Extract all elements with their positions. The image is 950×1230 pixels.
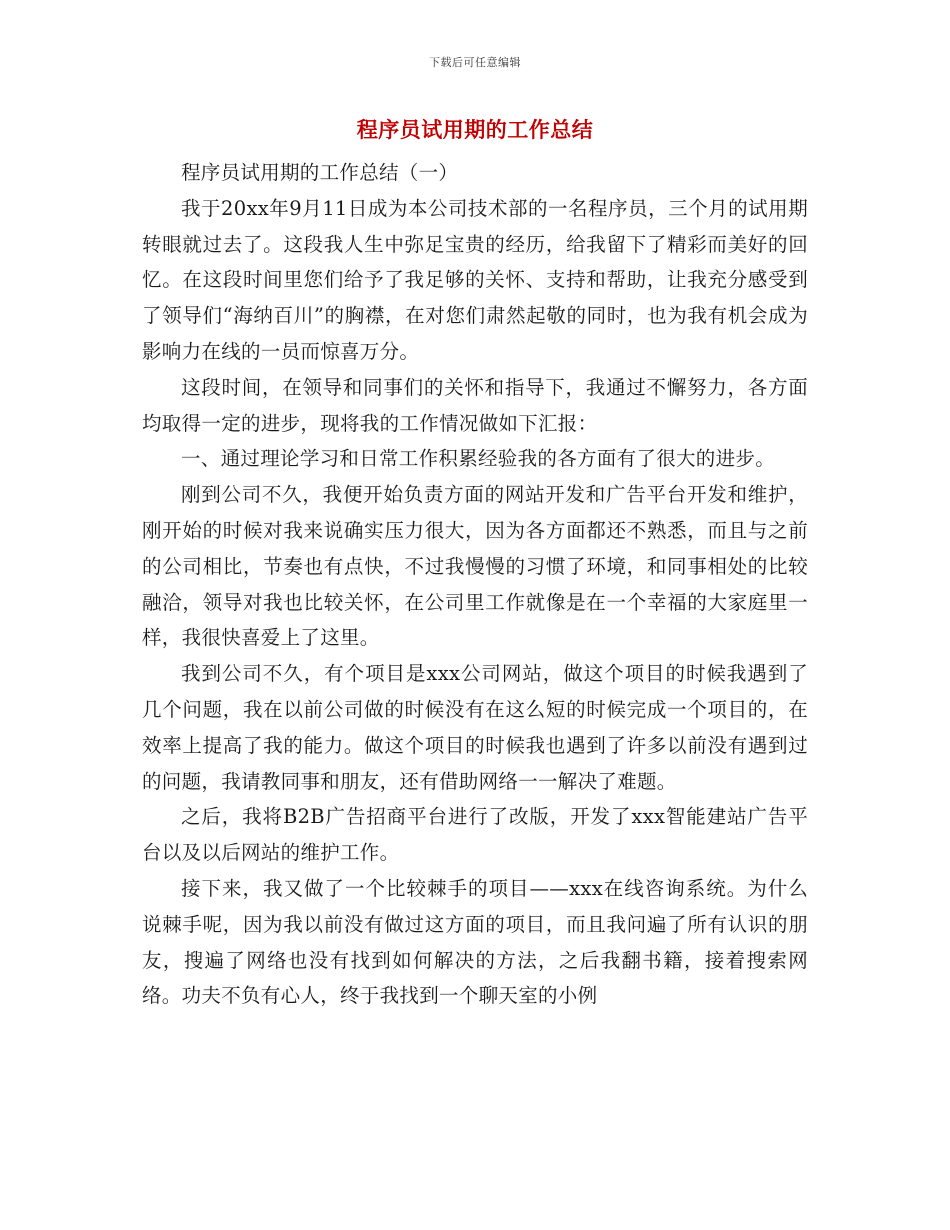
paragraph: 一、通过理论学习和日常工作积累经验我的各方面有了很大的进步。 (181, 447, 776, 471)
paragraph: 这段时间，在领导和同事们的关怀和指导下，我通过不懈努力，各方面均取得一定的进步，现将我的工作情况做如下汇报： (142, 375, 808, 435)
section-heading: 程序员试用期的工作总结（一） (181, 161, 459, 184)
document-title: 程序员试用期的工作总结 (356, 117, 594, 142)
paragraph: 我到公司不久，有个项目是xxx公司网站，做这个项目的时候我遇到了几个问题，我在以前公司做的时候没有在这么短的时候完成一个项目的，在效率上提高了我的能力。做这个项目的时候我也遇到了许多以前没有遇到过的问题，我请教同事和朋友，还有借助网络一一解决了难题。 (142, 662, 808, 793)
paragraph: 接下来，我又做了一个比较棘手的项目——xxx在线咨询系统。为什么说棘手呢，因为我以前没有做过这方面的项目，而且我问遍了所有认识的朋友，搜遍了网络也没有找到如何解决的方法，之后我翻书籍，接着搜索网络。功夫不负有心人，终于我找到一个聊天室的小例 (142, 876, 808, 1008)
paragraph: 我于20xx年9月11日成为本公司技术部的一名程序员，三个月的试用期转眼就过去了。这段我人生中弥足宝贵的经历，给我留下了精彩而美好的回忆。在这段时间里您们给予了我足够的关怀、支持和帮助，让我充分感受到了领导们“海纳百川”的胸襟，在对您们肃然起敬的同时，也为我有机会成为影响力在线的一员而惊喜万分。 (142, 196, 808, 363)
paragraph: 刚到公司不久，我便开始负责方面的网站开发和广告平台开发和维护，刚开始的时候对我来说确实压力很大，因为各方面都还不熟悉，而且与之前的公司相比，节奏也有点快，不过我慢慢的习惯了环境，和同事相处的比较融洽，领导对我也比较关怀，在公司里工作就像是在一个幸福的大家庭里一样，我很快喜爱上了这里。 (142, 483, 808, 650)
header-note: 下载后可任意编辑 (429, 56, 521, 69)
document-body (142, 155, 808, 1014)
paragraph: 之后，我将B2B广告招商平台进行了改版，开发了xxx智能建站广告平台以及以后网站的维护工作。 (142, 805, 808, 865)
